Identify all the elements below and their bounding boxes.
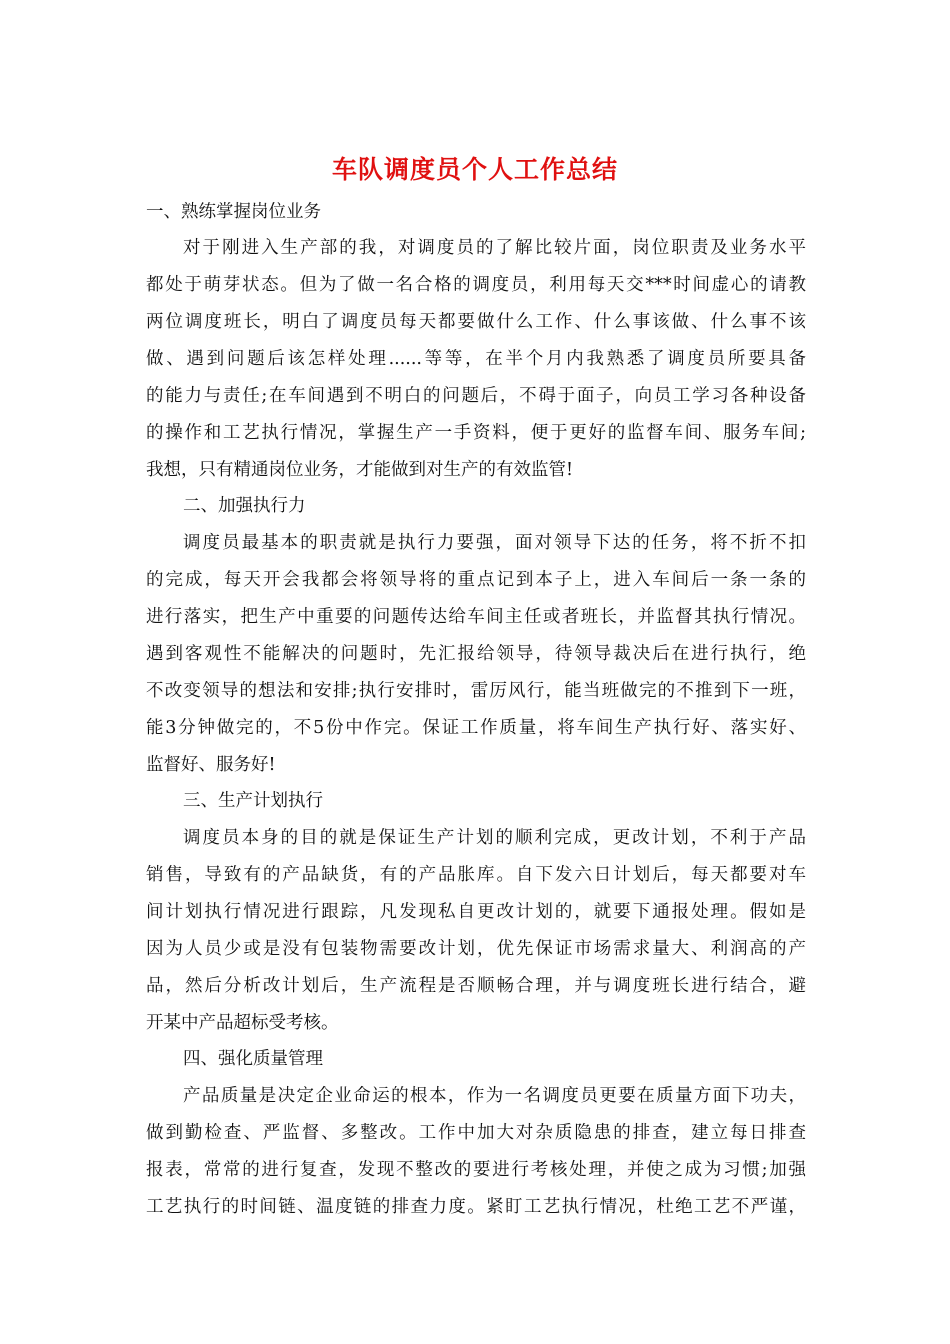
paragraph-line: 两位调度班长，明白了调度员每天都要做什么工作、什么事该做、什么事不该 — [146, 312, 806, 332]
paragraph-line: 能3分钟做完的，不5份中作完。保证工作质量，将车间生产执行好、落实好、 — [146, 718, 806, 738]
paragraph-line: 产品质量是决定企业命运的根本，作为一名调度员更要在质量方面下功夫， — [183, 1086, 806, 1106]
paragraph-line: 工艺执行的时间链、温度链的排查力度。紧盯工艺执行情况，杜绝工艺不严谨， — [146, 1197, 806, 1217]
paragraph-line: 监督好、服务好! — [146, 755, 276, 775]
paragraph-line: 销售，导致有的产品缺货，有的产品胀库。自下发六日计划后，每天都要对车 — [146, 865, 806, 885]
paragraph-line: 间计划执行情况进行跟踪，凡发现私自更改计划的，就要下通报处理。假如是 — [146, 902, 806, 922]
paragraph-line: 做、遇到问题后该怎样处理......等等，在半个月内我熟悉了调度员所要具备 — [146, 349, 806, 369]
document-title: 车队调度员个人工作总结 — [331, 155, 618, 184]
paragraph-line: 的操作和工艺执行情况，掌握生产一手资料，便于更好的监督车间、服务车间; — [146, 423, 806, 443]
paragraph-line: 遇到客观性不能解决的问题时，先汇报给领导，待领导裁决后在进行执行，绝 — [146, 644, 806, 664]
paragraph-line: 做到勤检查、严监督、多整改。工作中加大对杂质隐患的排查，建立每日排查 — [146, 1123, 806, 1143]
paragraph-line: 调度员本身的目的就是保证生产计划的顺利完成，更改计划，不利于产品 — [183, 828, 806, 848]
section-heading-1: 一、熟练掌握岗位业务 — [146, 202, 321, 222]
paragraph-line: 不改变领导的想法和安排;执行安排时，雷厉风行，能当班做完的不推到下一班， — [146, 681, 806, 701]
section-heading-3: 三、生产计划执行 — [183, 791, 323, 811]
paragraph-line: 的完成，每天开会我都会将领导将的重点记到本子上，进入车间后一条一条的 — [146, 570, 806, 590]
paragraph-line: 进行落实，把生产中重要的问题传达给车间主任或者班长，并监督其执行情况。 — [146, 607, 806, 627]
section-heading-2: 二、加强执行力 — [183, 496, 306, 516]
section-heading-4: 四、强化质量管理 — [183, 1049, 323, 1069]
paragraph-line: 调度员最基本的职责就是执行力要强，面对领导下达的任务，将不折不扣 — [183, 533, 806, 553]
paragraph-line: 都处于萌芽状态。但为了做一名合格的调度员，利用每天交***时间虚心的请教 — [146, 275, 806, 295]
paragraph-line: 我想，只有精通岗位业务，才能做到对生产的有效监管! — [146, 460, 574, 480]
paragraph-line: 报表，常常的进行复查，发现不整改的要进行考核处理，并使之成为习惯;加强 — [146, 1160, 806, 1180]
paragraph-line: 因为人员少或是没有包装物需要改计划，优先保证市场需求量大、利润高的产 — [146, 939, 806, 959]
paragraph-line: 对于刚进入生产部的我，对调度员的了解比较片面，岗位职责及业务水平 — [183, 238, 806, 258]
paragraph-line: 开某中产品超标受考核。 — [146, 1013, 339, 1033]
paragraph-line: 的能力与责任;在车间遇到不明白的问题后，不碍于面子，向员工学习各种设备 — [146, 386, 806, 406]
paragraph-line: 品，然后分析改计划后，生产流程是否顺畅合理，并与调度班长进行结合，避 — [146, 976, 806, 996]
